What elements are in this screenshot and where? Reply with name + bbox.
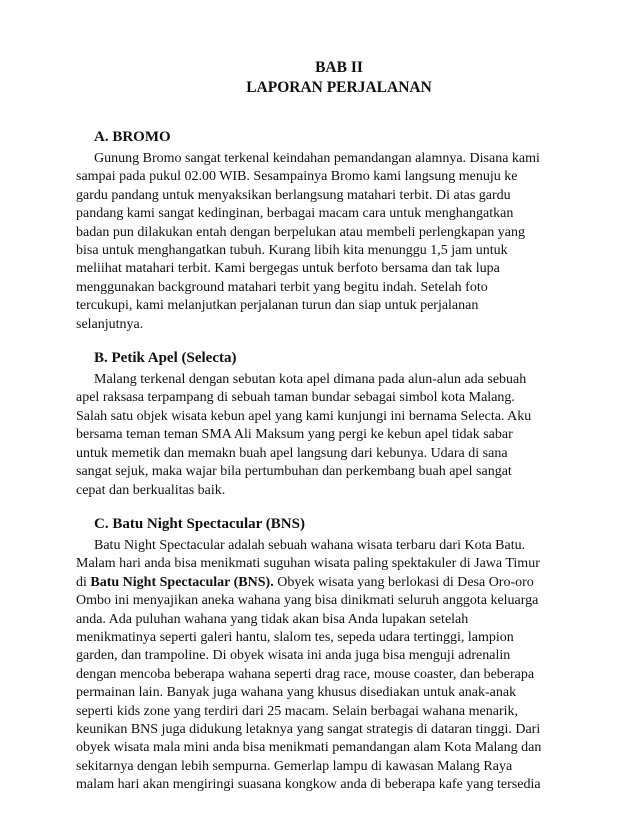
section-heading-bns: C. Batu Night Spectacular (BNS) — [94, 515, 305, 532]
text-line — [76, 574, 562, 592]
text-line: bisa untuk menghangatkan tubuh. Kurang libih kita menunggu 1,5 jam untuk — [76, 243, 508, 259]
section-heading-bromo: A. BROMO — [94, 129, 171, 145]
text-run: di — [76, 574, 91, 590]
text-line: dengan mencoba beberapa wahana seperti drag race, mouse coaster, dan beberapa — [76, 666, 535, 682]
text-line: keunikan BNS juga didukung letaknya yang sangat strategis di dataran tinggi. Dari — [76, 721, 541, 737]
text-run: Obyek wisata yang berlokasi di Desa Oro-oro — [273, 574, 534, 590]
text-line: menikmatinya seperti galeri hantu, slalom tes, sepeda udara tertinggi, lampion — [76, 629, 514, 645]
text-line: badan pun dilakukan entah dengan berpelukan atau membeli perlengkapan yang — [76, 224, 525, 240]
text-line: malam hari akan mengiringi suasana kongkow anda di beberapa kafe yang tersedia — [76, 777, 541, 793]
text-line: bersama teman teman SMA Ali Maksum yang pergi ke kebun apel tidak sabar — [76, 427, 513, 443]
text-line: Malang terkenal dengan sebutan kota apel dimana pada alun-alun ada sebuah — [94, 372, 527, 388]
text-line: selanjutnya. — [76, 316, 144, 332]
bold-text-run: Batu Night Spectacular (BNS). — [90, 574, 274, 590]
text-line: gardu pandang untuk menyaksikan berlangsung matahari terbit. Di atas gardu — [76, 187, 511, 203]
chapter-title: LAPORAN PERJALANAN — [246, 79, 432, 96]
section-body-bns — [76, 537, 562, 795]
text-line: Ombo ini menyajikan aneka wahana yang bisa dinikmati seluruh anggota keluarga — [76, 593, 539, 609]
section-heading-selecta: B. Petik Apel (Selecta) — [94, 350, 237, 367]
text-line: Salah satu objek wisata kebun apel yang kami kunjungi ini bernama Selecta. Aku — [76, 408, 532, 424]
text-line: meliihat matahari terbit. Kami bergegas untuk berfoto bersama dan tak lupa — [76, 261, 500, 277]
text-line: sangat sejuk, maka wajar bila pertumbuhan dan perkembang buah apel sangat — [76, 464, 512, 480]
chapter-number: BAB II — [315, 59, 363, 76]
text-line: obyek wisata mala mini anda bisa menikmati pemandangan alam Kota Malang dan — [76, 740, 542, 756]
section-body-selecta — [76, 371, 562, 500]
text-line: cepat dan berkualitas baik. — [76, 482, 226, 498]
text-line: Batu Night Spectacular adalah sebuah wahana wisata terbaru dari Kota Batu. — [94, 537, 526, 553]
text-line: tercukupi, kami melanjutkan perjalanan turun dan siap untuk perjalanan — [76, 298, 479, 314]
section-body-bromo — [76, 150, 562, 334]
text-line: seperti kids zone yang terdiri dari 25 macam. Selain berbagai wahana menarik, — [76, 703, 518, 719]
text-line: permainan lain. Banyak juga wahana yang khusus disediakan untuk anak-anak — [76, 685, 517, 701]
text-line: menggunakan background matahari terbit yang begitu indah. Setelah foto — [76, 279, 488, 295]
text-line: untuk memetik dan memakn buah apel langsung dari kebunya. Udara di sana — [76, 445, 508, 461]
text-line: Malam hari anda bisa menikmati suguhan wisata paling spektakuler di Jawa Timur — [76, 556, 540, 572]
text-line: sekitarnya dengan lebih sempurna. Gemerlap lampu di kawasan Malang Raya — [76, 758, 513, 774]
text-line: sampai pada pukul 02.00 WIB. Sesampainya Bromo kami langsung menuju ke — [76, 169, 518, 185]
text-line: anda. Ada puluhan wahana yang tidak akan bisa Anda lupakan setelah — [76, 611, 469, 627]
text-line: pandang kami sangat kedinginan, berbagai macam cara untuk menghangatkan — [76, 206, 514, 222]
text-line: apel raksasa terpampang di sebuah taman bundar sebagai simbol kota Malang. — [76, 390, 515, 406]
text-line: garden, dan trampoline. Di obyek wisata ini anda juga bisa menguji adrenalin — [76, 648, 511, 664]
text-line: Gunung Bromo sangat terkenal keindahan pemandangan alamnya. Disana kami — [94, 151, 540, 166]
